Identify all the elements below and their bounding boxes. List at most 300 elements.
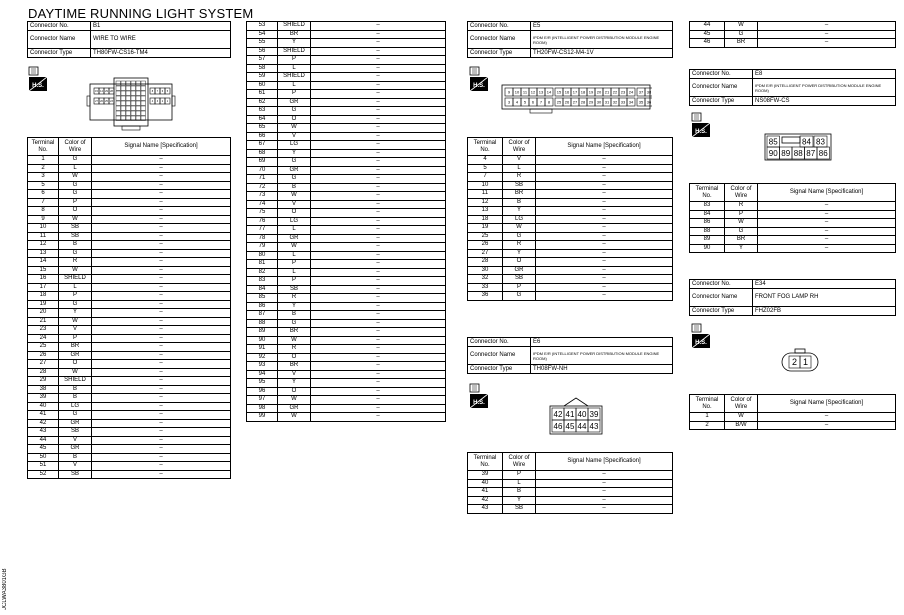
terminal-no: 25 <box>28 343 59 352</box>
header-signal: Signal Name [Specification] <box>536 138 673 156</box>
table-row <box>28 300 231 309</box>
signal-name: – <box>92 207 231 216</box>
signal-name: – <box>311 311 446 320</box>
terminal-no: 26 <box>468 241 503 250</box>
b1-connector-face <box>86 76 176 132</box>
e8-connector-face <box>764 132 832 162</box>
signal-name: – <box>536 215 673 224</box>
terminal-no: 86 <box>690 219 725 228</box>
signal-name: – <box>311 183 446 192</box>
wire-color: V <box>503 156 536 165</box>
connector-type: TH20FW-CS12-M4-1V <box>531 49 673 58</box>
table-row <box>247 251 446 260</box>
signal-name: – <box>92 292 231 301</box>
wire-color: BR <box>725 236 758 245</box>
pin-number: 19 <box>588 89 594 95</box>
table-row <box>247 158 446 167</box>
pin-cell <box>121 86 126 91</box>
terminal-no: 89 <box>247 328 278 337</box>
pin-number: 14 <box>546 89 552 95</box>
wire-color: P <box>725 210 758 219</box>
terminal-no: 63 <box>247 107 278 116</box>
terminal-no: 12 <box>28 241 59 250</box>
header-terminal: Terminal No. <box>690 395 725 413</box>
signal-name: – <box>311 226 446 235</box>
table-row <box>28 266 231 275</box>
pin-cell <box>136 86 141 91</box>
pin-number: 30 <box>596 99 602 105</box>
wire-color: G <box>278 158 311 167</box>
pin-number: 22 <box>612 89 618 95</box>
pin-number: 46 <box>553 421 563 431</box>
signal-name: – <box>92 360 231 369</box>
label: Connector No. <box>28 22 91 31</box>
terminal-no: 40 <box>468 479 503 488</box>
signal-name: – <box>536 181 673 190</box>
terminal-no: 38 <box>28 385 59 394</box>
header-terminal: Terminal No. <box>28 138 59 156</box>
pin-number: 34 <box>628 99 634 105</box>
connector-no: E8 <box>753 70 896 79</box>
pin-number: 15 <box>556 89 562 95</box>
table-row <box>468 224 673 233</box>
wire-color: GR <box>503 266 536 275</box>
wire-color: G <box>59 190 92 199</box>
label: Connector Type <box>468 365 531 374</box>
table-row <box>468 479 673 488</box>
pin-number: 20 <box>596 89 602 95</box>
table-row <box>247 404 446 413</box>
terminal-no: 67 <box>247 141 278 150</box>
signal-name: – <box>758 227 896 236</box>
signal-name: – <box>536 258 673 267</box>
wire-color: SHIELD <box>278 73 311 82</box>
table-row <box>247 107 446 116</box>
signal-name: – <box>311 413 446 422</box>
table-row <box>247 149 446 158</box>
terminal-no: 10 <box>28 224 59 233</box>
terminal-no: 40 <box>28 402 59 411</box>
wire-color: BR <box>278 30 311 39</box>
wire-color: Y <box>503 496 536 505</box>
pin-number: 1 <box>166 99 169 103</box>
signal-name: – <box>311 124 446 133</box>
signal-name: – <box>92 377 231 386</box>
connector-type: TH80FW-CS16-TM4 <box>91 49 231 58</box>
pin-number: 27 <box>572 99 578 105</box>
terminal-no: 39 <box>28 394 59 403</box>
pin-number: 45 <box>565 421 575 431</box>
table-row <box>468 275 673 284</box>
pin-number: 10 <box>514 89 520 95</box>
wire-color: G <box>59 300 92 309</box>
signal-name: – <box>92 266 231 275</box>
pin-number: 3 <box>507 99 511 105</box>
pin-number: 17 <box>572 89 578 95</box>
table-row <box>468 258 673 267</box>
table-row <box>247 90 446 99</box>
pin-number: 89 <box>781 148 791 158</box>
pin-cell <box>141 86 146 91</box>
pin-cell <box>141 111 146 116</box>
terminal-no: 83 <box>247 277 278 286</box>
header-color: Color of Wire <box>59 138 92 156</box>
pin-cell <box>116 91 121 96</box>
wire-color: B <box>59 453 92 462</box>
signal-name: – <box>92 351 231 360</box>
connector-no: B1 <box>91 22 231 31</box>
terminal-no: 92 <box>247 353 278 362</box>
terminal-no: 91 <box>247 345 278 354</box>
table-row <box>690 244 896 253</box>
table-row <box>247 387 446 396</box>
pin-number: 31 <box>604 99 610 105</box>
wire-color: SHIELD <box>59 275 92 284</box>
pin-number: 36 <box>646 99 652 105</box>
signal-name: – <box>311 209 446 218</box>
terminal-no: 44 <box>690 22 725 31</box>
signal-name: – <box>311 345 446 354</box>
pin-number: 42 <box>553 409 563 419</box>
table-row <box>28 453 231 462</box>
wire-color: Y <box>503 249 536 258</box>
connector-no: E34 <box>753 280 896 289</box>
wire-color: G <box>725 227 758 236</box>
terminal-no: 4 <box>468 156 503 165</box>
pin-number: 25 <box>556 99 562 105</box>
pin-cell <box>116 81 121 86</box>
table-row <box>28 317 231 326</box>
table-row <box>247 243 446 252</box>
wire-color: G <box>278 175 311 184</box>
harness-side-icon <box>469 383 489 409</box>
pin-number: 2 <box>791 357 798 368</box>
table-row <box>247 353 446 362</box>
pin-cell <box>126 91 131 96</box>
table-row <box>247 302 446 311</box>
wire-color: BR <box>503 190 536 199</box>
pin-number: 40 <box>577 409 587 419</box>
b1-info-table <box>27 21 231 58</box>
signal-name: – <box>311 379 446 388</box>
signal-name: – <box>92 232 231 241</box>
terminal-no: 99 <box>247 413 278 422</box>
label: Connector No. <box>690 70 753 79</box>
pin-cell <box>136 96 141 101</box>
table-row <box>28 411 231 420</box>
wire-color: SB <box>503 181 536 190</box>
header-signal: Signal Name [Specification] <box>92 138 231 156</box>
terminal-no: 62 <box>247 98 278 107</box>
wire-color: L <box>278 81 311 90</box>
table-row <box>247 39 446 48</box>
signal-name: – <box>758 22 896 31</box>
pin-cell <box>126 86 131 91</box>
label: Connector Name <box>690 289 753 307</box>
wire-color: LG <box>278 141 311 150</box>
signal-name: – <box>311 200 446 209</box>
wire-color: V <box>278 200 311 209</box>
terminal-no: 90 <box>247 336 278 345</box>
signal-name: – <box>536 198 673 207</box>
table-row <box>247 30 446 39</box>
pin-cell <box>131 91 136 96</box>
table-row <box>690 30 896 39</box>
wire-color: W <box>59 173 92 182</box>
table-row <box>247 345 446 354</box>
table-row <box>690 210 896 219</box>
signal-name: – <box>311 64 446 73</box>
terminal-no: 78 <box>247 234 278 243</box>
table-row <box>468 488 673 497</box>
table-row <box>247 217 446 226</box>
signal-name: – <box>536 241 673 250</box>
terminal-no: 98 <box>247 404 278 413</box>
pin-number: 8 <box>547 99 551 105</box>
table-row <box>247 183 446 192</box>
pin-cell <box>131 96 136 101</box>
b1-terminal-table-continued <box>246 21 446 422</box>
terminal-no: 43 <box>28 428 59 437</box>
svg-text:H.S.: H.S. <box>473 400 485 406</box>
svg-text:H.S.: H.S. <box>32 83 44 89</box>
wire-color: B <box>503 198 536 207</box>
signal-name: – <box>758 236 896 245</box>
pin-number: 24 <box>628 89 634 95</box>
pin-number: 7 <box>539 99 543 105</box>
terminal-no: 13 <box>28 249 59 258</box>
table-row <box>468 505 673 514</box>
table-row <box>28 419 231 428</box>
pin-number: 33 <box>620 99 626 105</box>
terminal-no: 27 <box>28 360 59 369</box>
pin-cell <box>141 91 146 96</box>
e34-info-table <box>689 279 896 316</box>
table-row <box>247 294 446 303</box>
terminal-no: 57 <box>247 56 278 65</box>
pin-number: 84 <box>802 137 811 147</box>
terminal-no: 72 <box>247 183 278 192</box>
table-row <box>247 260 446 269</box>
terminal-no: 89 <box>690 236 725 245</box>
signal-name: – <box>311 217 446 226</box>
wire-color: SB <box>59 470 92 479</box>
terminal-no: 18 <box>28 292 59 301</box>
pin-cell <box>136 111 141 116</box>
connector-name: IPDM E/R (INTELLIGENT POWER DISTRIBUTION MODULE ENGINE ROOM) <box>533 350 660 361</box>
signal-name: – <box>536 488 673 497</box>
pin-cell <box>136 101 141 106</box>
wire-color: LG <box>59 402 92 411</box>
pin-number: 28 <box>580 99 586 105</box>
header-terminal: Terminal No. <box>468 453 503 471</box>
pin-cell <box>136 106 141 111</box>
terminal-no: 3 <box>28 173 59 182</box>
connector-name: FRONT FOG LAMP RH <box>753 289 896 307</box>
pin-cell <box>131 101 136 106</box>
wire-color: B <box>59 394 92 403</box>
wire-color: W <box>59 215 92 224</box>
pin-number: 13 <box>538 89 544 95</box>
signal-name: – <box>92 343 231 352</box>
terminal-no: 75 <box>247 209 278 218</box>
terminal-no: 81 <box>247 260 278 269</box>
wire-color: W <box>278 396 311 405</box>
terminal-no: 79 <box>247 243 278 252</box>
svg-text:H.S.: H.S. <box>473 83 485 89</box>
signal-name: – <box>536 156 673 165</box>
terminal-no: 85 <box>247 294 278 303</box>
terminal-no: 84 <box>690 210 725 219</box>
terminal-no: 30 <box>468 266 503 275</box>
table-row <box>247 200 446 209</box>
signal-name: – <box>536 207 673 216</box>
table-row <box>690 421 896 430</box>
signal-name: – <box>92 411 231 420</box>
pin-number: 26 <box>564 99 570 105</box>
pin-number: 32 <box>612 99 618 105</box>
signal-name: – <box>311 268 446 277</box>
connector-type: NS08FW-CS <box>753 97 896 106</box>
wire-color: R <box>503 173 536 182</box>
wire-color: SB <box>503 505 536 514</box>
e5-connector-face <box>500 82 652 114</box>
terminal-no: 1 <box>28 156 59 165</box>
pin-number: 4 <box>515 99 519 105</box>
label: Connector Type <box>468 49 531 58</box>
wire-color: L <box>503 164 536 173</box>
signal-name: – <box>92 309 231 318</box>
signal-name: – <box>311 362 446 371</box>
signal-name: – <box>92 453 231 462</box>
terminal-no: 19 <box>28 300 59 309</box>
pin-cell <box>136 91 141 96</box>
terminal-no: 2 <box>28 164 59 173</box>
table-row <box>468 266 673 275</box>
signal-name: – <box>536 505 673 514</box>
signal-name: – <box>311 175 446 184</box>
pin-number: 14 <box>100 89 103 93</box>
connector-type: TH08FW-NH <box>531 365 673 374</box>
terminal-no: 52 <box>28 470 59 479</box>
wire-color: GR <box>278 404 311 413</box>
terminal-no: 41 <box>468 488 503 497</box>
signal-name: – <box>311 251 446 260</box>
pin-number: 29 <box>588 99 594 105</box>
wire-color: G <box>278 107 311 116</box>
signal-name: – <box>92 385 231 394</box>
terminal-no: 39 <box>468 471 503 480</box>
table-row <box>28 445 231 454</box>
signal-name: – <box>311 285 446 294</box>
terminal-no: 76 <box>247 217 278 226</box>
label: Connector No. <box>468 338 531 347</box>
wire-color: W <box>278 192 311 201</box>
table-row <box>468 241 673 250</box>
table-row <box>247 396 446 405</box>
pin-number: 83 <box>816 137 825 147</box>
table-row <box>468 471 673 480</box>
signal-name: – <box>311 81 446 90</box>
wire-color: L <box>278 251 311 260</box>
terminal-no: 45 <box>690 30 725 39</box>
wire-color: W <box>59 266 92 275</box>
table-row <box>28 190 231 199</box>
pin-cell <box>126 101 131 106</box>
terminal-no: 6 <box>28 190 59 199</box>
table-row <box>247 166 446 175</box>
pin-number: 90 <box>768 148 778 158</box>
pin-cell <box>116 106 121 111</box>
terminal-no: 5 <box>468 164 503 173</box>
terminal-no: 80 <box>247 251 278 260</box>
pin-cell <box>116 86 121 91</box>
terminal-no: 94 <box>247 370 278 379</box>
pin-cell <box>121 106 126 111</box>
harness-side-icon <box>691 323 711 349</box>
table-row <box>468 292 673 301</box>
terminal-no: 73 <box>247 192 278 201</box>
signal-name: – <box>311 73 446 82</box>
pin-number: 1 <box>802 357 809 368</box>
signal-name: – <box>536 471 673 480</box>
signal-name: – <box>92 326 231 335</box>
pin-number: 6 <box>161 89 164 93</box>
e8-terminal-table <box>689 183 896 253</box>
signal-name: – <box>311 56 446 65</box>
table-row <box>468 232 673 241</box>
wire-color: SB <box>59 224 92 233</box>
wire-color: O <box>278 209 311 218</box>
signal-name: – <box>536 496 673 505</box>
table-row <box>247 277 446 286</box>
wire-color: P <box>278 56 311 65</box>
pin-number: 18 <box>580 89 586 95</box>
wire-color: W <box>503 224 536 233</box>
signal-name: – <box>536 173 673 182</box>
signal-name: – <box>311 328 446 337</box>
signal-name: – <box>758 39 896 48</box>
wire-color: BR <box>59 343 92 352</box>
wire-color: B/W <box>725 421 758 430</box>
terminal-no: 74 <box>247 200 278 209</box>
table-row <box>28 173 231 182</box>
table-row <box>247 73 446 82</box>
wire-color: Y <box>278 302 311 311</box>
header-signal: Signal Name [Specification] <box>758 395 896 413</box>
terminal-no: 41 <box>28 411 59 420</box>
label: Connector No. <box>690 280 753 289</box>
terminal-no: 65 <box>247 124 278 133</box>
table-row <box>247 115 446 124</box>
table-row <box>28 368 231 377</box>
table-row <box>690 202 896 211</box>
wire-color: O <box>278 387 311 396</box>
signal-name: – <box>92 164 231 173</box>
wire-color: W <box>278 336 311 345</box>
pin-cell <box>141 81 146 86</box>
pin-cell <box>121 96 126 101</box>
table-row <box>247 81 446 90</box>
signal-name: – <box>311 47 446 56</box>
signal-name: – <box>758 413 896 422</box>
signal-name: – <box>758 219 896 228</box>
signal-name: – <box>92 300 231 309</box>
wire-color: L <box>278 64 311 73</box>
signal-name: – <box>311 158 446 167</box>
signal-name: – <box>92 394 231 403</box>
pin-cell <box>141 106 146 111</box>
